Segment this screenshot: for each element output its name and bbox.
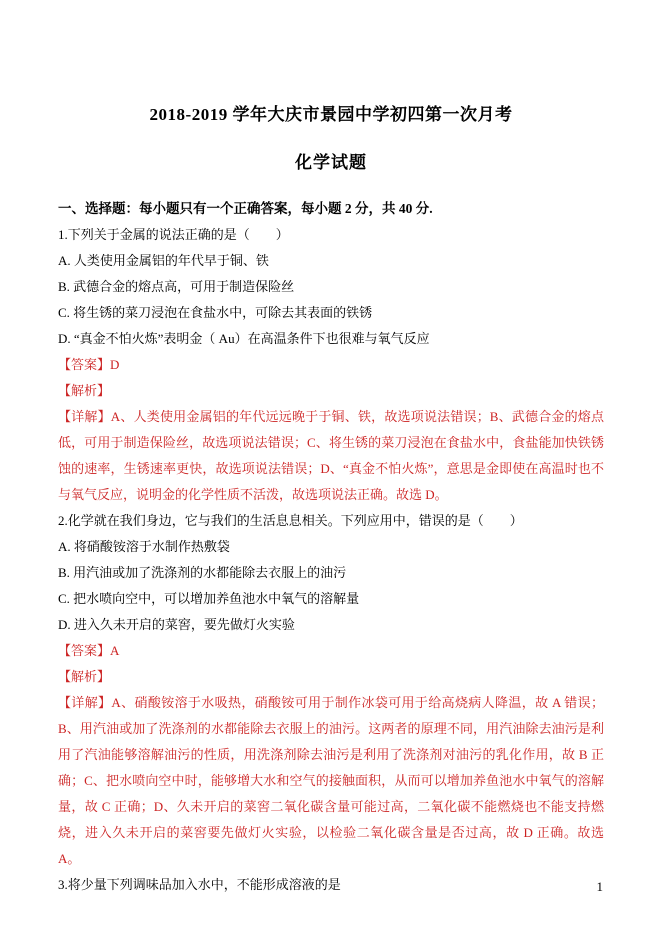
- detail-label: 【详解】: [58, 409, 111, 424]
- question-2-detail: [58, 690, 604, 872]
- question-1-stem: 1.下列关于金属的说法正确的是（ ）: [58, 227, 289, 242]
- doc-subtitle: 化学试题: [295, 153, 367, 172]
- question-1-option-c: C. 将生锈的菜刀浸泡在食盐水中，可除去其表面的铁锈: [58, 305, 373, 320]
- page-title: 2018-2019 学年大庆市景园中学初四第一次月考: [149, 105, 513, 124]
- question-1-option-b: B. 武德合金的熔点高，可用于制造保险丝: [58, 279, 295, 294]
- question-2-stem: 2.化学就在我们身边，它与我们的生活息息相关。下列应用中，错误的是（ ）: [58, 513, 523, 528]
- question-2-option-a: A. 将硝酸铵溶于水制作热敷袋: [58, 539, 230, 554]
- question-1-option-a: A. 人类使用金属铝的年代早于铜、铁: [58, 253, 269, 268]
- question-2-option-d: D. 进入久未开启的菜窖，要先做灯火实验: [58, 617, 295, 632]
- answer-label: 【答案】: [58, 643, 111, 658]
- answer-label: 【答案】: [58, 357, 111, 372]
- question-1-analysis-label: 【解析】: [58, 383, 111, 398]
- detail-text: A、人类使用金属铝的年代远远晚于于铜、铁，故选项说法错误；B、武德合金的熔点低，可用于制造保险丝，故选项说法错误；C、将生锈的菜刀浸泡在食盐水中，食盐能加快铁锈蚀的速率，生锈速率更快，故选项说法错误；D、“真金不怕火炼”，意思是金即使在高温时也不与氧气反应，说明金的化学性质不活泼，故选项说法正确。故选 D。: [58, 409, 604, 502]
- section-heading: 一、选择题：每小题只有一个正确答案，每小题 2 分，共 40 分.: [58, 201, 433, 216]
- question-2-option-c: C. 把水喷向空中，可以增加养鱼池水中氧气的溶解量: [58, 591, 360, 606]
- page-number: 1: [596, 879, 603, 894]
- question-1-detail: [58, 404, 604, 508]
- detail-text: A、硝酸铵溶于水吸热，硝酸铵可用于制作冰袋可用于给高烧病人降温，故 A 错误；B、用汽油或加了洗涤剂的水都能除去衣服上的油污。这两者的原理不同，用汽油除去油污是利用了汽油能够溶解油污的性质，用洗涤剂除去油污是利用了洗涤剂对油污的乳化作用，故 B 正确；C、把水喷向空中时，能够增大水和空气的接触面积，从而可以增加养鱼池水中氧气的溶解量，故 C 正确；D、久未开启的菜窖二氧化碳含量可能过高，二氧化碳不能燃烧也不能支持燃烧，进入久未开启的菜窖要先做灯火实验，以检验二氧化碳含量是否过高，故 D 正确。故选 A。: [58, 695, 604, 866]
- answer-value: A: [110, 643, 120, 658]
- detail-label: 【详解】: [58, 695, 112, 710]
- answer-value: D: [110, 357, 120, 372]
- question-3-stem: 3.将少量下列调味品加入水中，不能形成溶液的是: [58, 877, 341, 892]
- question-1-answer-line: [58, 352, 604, 378]
- question-2-answer-line: [58, 638, 604, 664]
- question-2-option-b: B. 用汽油或加了洗涤剂的水都能除去衣服上的油污: [58, 565, 347, 580]
- question-1: [58, 222, 604, 508]
- question-2: [58, 508, 604, 872]
- question-3: [58, 872, 604, 898]
- question-1-option-d: D. “真金不怕火炼”表明金（ Au）在高温条件下也很难与氧气反应: [58, 331, 430, 346]
- question-2-analysis-label: 【解析】: [58, 669, 111, 684]
